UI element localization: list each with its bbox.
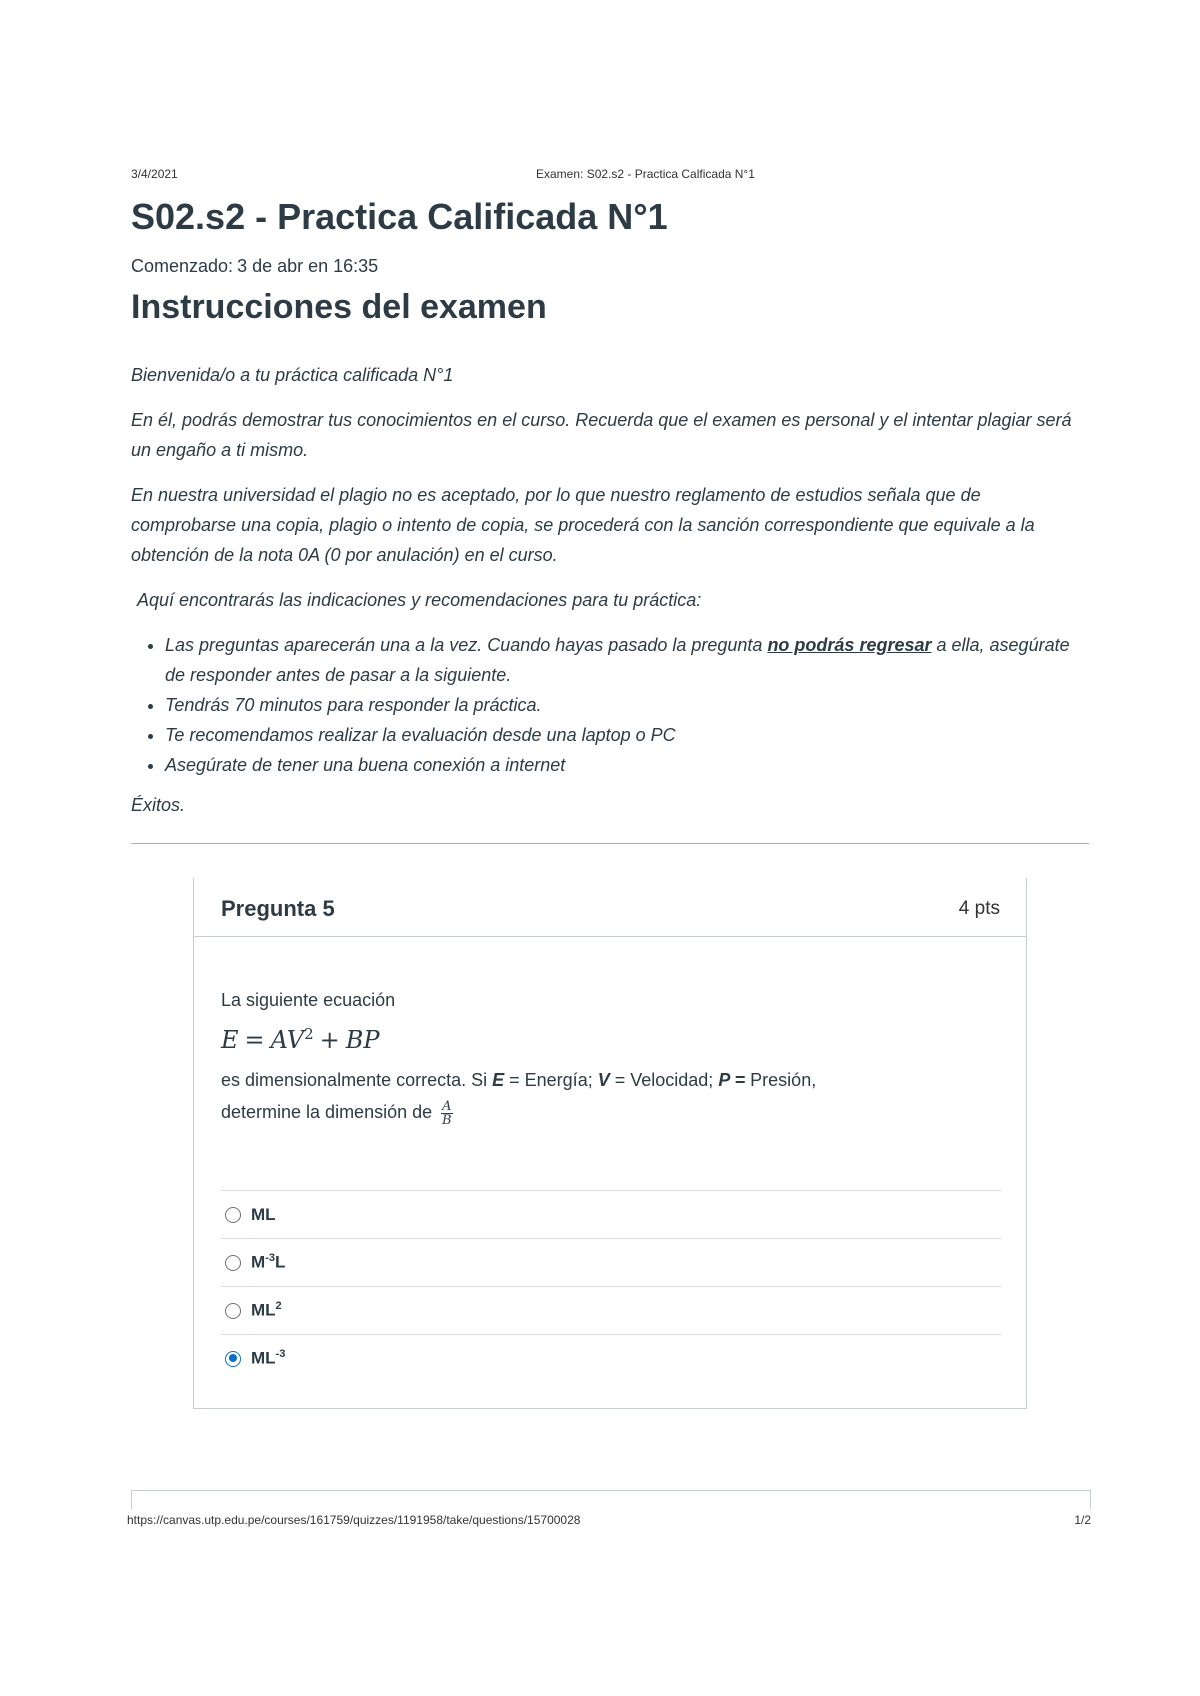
- started-info: [131, 256, 378, 277]
- print-footer: [127, 1513, 1091, 1527]
- answer-label: $M^{-3}L$: [251, 1252, 286, 1272]
- closing-text: Éxitos.: [131, 795, 186, 815]
- answer-label: $ML^2$: [251, 1300, 282, 1320]
- page-number: 1/2: [1074, 1513, 1091, 1527]
- instructions-list-intro: Aquí encontrarás las indicaciones y recomendaciones para tu práctica:: [137, 590, 702, 610]
- started-label: Comenzado:: [131, 256, 234, 276]
- radio-button[interactable]: [225, 1303, 241, 1319]
- print-title: Examen: S02.s2 - Practica Calficada N°1: [536, 167, 755, 181]
- print-url: https://canvas.utp.edu.pe/courses/161759/quizzes/1191958/take/questions/15700028: [127, 1513, 581, 1527]
- answer-list: [221, 1190, 1001, 1382]
- question-description: es dimensionalmente correcta. Si E = Energía; V = Velocidad; P = Presión, determine la dimensión de $\frac{A}{B}$: [221, 1070, 817, 1128]
- answer-label: ML: [251, 1204, 276, 1224]
- print-header: [131, 167, 1091, 183]
- instructions-paragraph-2: En nuestra universidad el plagio no es aceptado, por lo que nuestro reglamento de estudios señala que de comprobarse una copia, plagio o intento de copia, se procederá con la sanción correspondiente que equivale a la obtención de la nota 0A (0 por anulación) en el curso.: [131, 485, 1035, 565]
- answer-label: $ML^{-3}$: [251, 1348, 286, 1368]
- instructions-heading: Instrucciones del examen: [131, 288, 547, 326]
- fraction-a-over-b: $\frac{A}{B}$: [442, 1098, 452, 1128]
- radio-button[interactable]: [225, 1255, 241, 1271]
- quiz-title: S02.s2 - Practica Calificada N°1: [131, 196, 668, 237]
- instructions-paragraph-1: En él, podrás demostrar tus conocimientos en el curso. Recuerda que el examen es personal y el intentar plagiar será un engaño a ti mismo.: [131, 410, 1072, 460]
- footer-frame: [131, 1490, 1091, 1509]
- divider: [131, 843, 1089, 844]
- welcome-text: Bienvenida/o a tu práctica calificada N°1: [131, 365, 454, 385]
- list-item: • Te recomendamos realizar la evaluación desde una laptop o PC: [165, 720, 1086, 750]
- question-text: [221, 990, 1001, 1128]
- answer-option-ml-3[interactable]: [221, 1334, 1001, 1382]
- answer-option-ml2[interactable]: [221, 1286, 1001, 1334]
- equation: $E = AV^2$ + BP: [221, 1025, 380, 1054]
- list-item: • Las preguntas aparecerán una a la vez. Cuando hayas pasado la pregunta no podrás regresar a ella, asegúrate de responder antes de pasar a la siguiente.: [165, 630, 1086, 690]
- started-value: 3 de abr en 16:35: [237, 256, 379, 276]
- list-item: • Tendrás 70 minutos para responder la práctica.: [165, 690, 1086, 720]
- question-points: 4 pts: [958, 898, 1000, 919]
- question-lead: La siguiente ecuación: [221, 990, 396, 1010]
- question-card: [193, 878, 1027, 1409]
- print-date: 3/4/2021: [131, 167, 178, 181]
- question-name: Pregunta 5: [221, 896, 335, 921]
- list-item: • Asegúrate de tener una buena conexión a internet: [165, 750, 1086, 780]
- answer-option-ml[interactable]: [221, 1190, 1001, 1238]
- answer-option-m-3l[interactable]: [221, 1238, 1001, 1286]
- question-header: [194, 878, 1026, 937]
- radio-button-selected[interactable]: [225, 1351, 241, 1367]
- no-return-warning: no podrás regresar: [767, 635, 932, 655]
- radio-button[interactable]: [225, 1207, 241, 1223]
- instructions-list: [131, 630, 1086, 780]
- instructions-body: [131, 360, 1086, 835]
